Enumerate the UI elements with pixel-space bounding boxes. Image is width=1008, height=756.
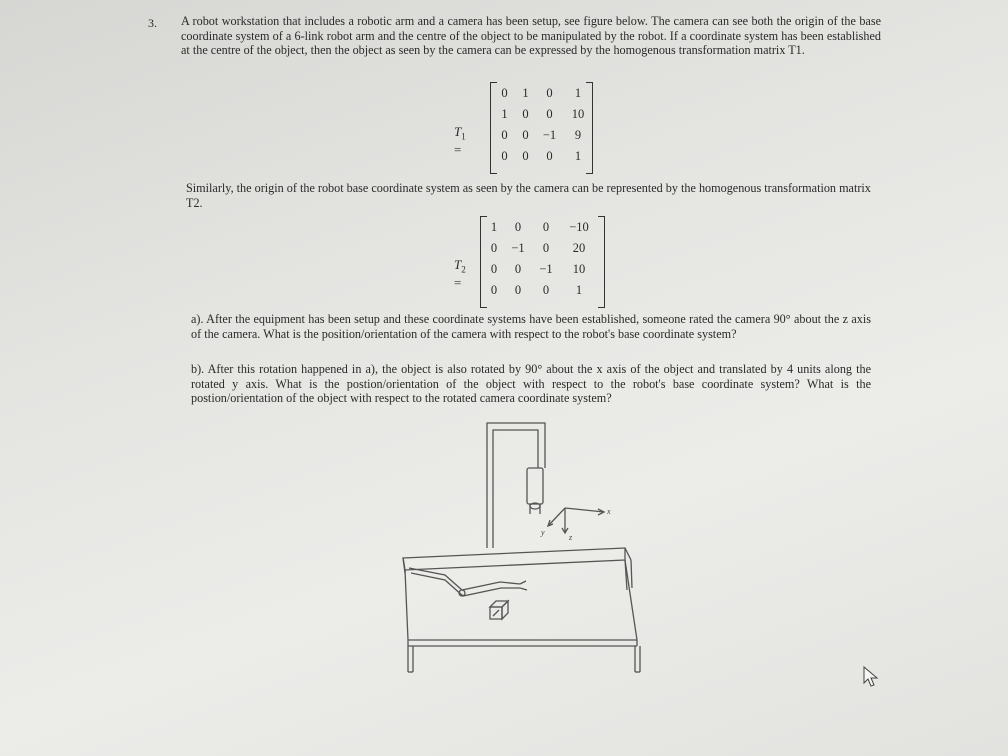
matrix-t1-label: $T_1$ = <box>454 124 466 157</box>
matrix-entry: −10 <box>569 220 589 234</box>
matrix-entry: 1 <box>490 220 498 234</box>
matrix-entry: 0 <box>501 128 508 142</box>
matrix-entry: 10 <box>571 107 585 121</box>
matrix-entry: 0 <box>546 107 553 121</box>
question-number: 3. <box>148 16 157 30</box>
part-a-text: a). After the equipment has been setup and these coordinate systems have been established, someone rated the camera 90° about the z axis of the camera. What is the position/orientation of the camera with respect to the robot's base coordinate system? <box>191 312 871 341</box>
matrix-entry: 0 <box>542 283 550 297</box>
matrix-entry: 0 <box>522 149 529 163</box>
matrix-t2-label: $T_2$ = <box>454 257 466 290</box>
matrix-entry: 0 <box>546 86 553 100</box>
matrix-entry: 0 <box>542 241 550 255</box>
matrix-entry: 0 <box>546 149 553 163</box>
matrix-entry: −1 <box>511 241 525 255</box>
matrix-entry: 1 <box>522 86 529 100</box>
matrix-entry: 0 <box>501 149 508 163</box>
part-b-text: b). After this rotation happened in a), the object is also rotated by 90° about the x axis of the object and translated by 4 units along the rotated y axis. What is the postion/orientation of the object with respect to the robot's base coordinate system? What is the postion/orientation of the object with respect to the rotated camera coordinate system? <box>191 362 871 405</box>
axis-label-z: z <box>569 533 573 542</box>
matrix-entry: 10 <box>572 262 586 276</box>
matrix-entry: 0 <box>522 107 529 121</box>
matrix-entry: 1 <box>574 86 582 100</box>
matrix-entry: −1 <box>542 128 557 142</box>
matrix-entry: −1 <box>539 262 553 276</box>
matrix-entry: 1 <box>574 149 582 163</box>
matrix-entry: 0 <box>522 128 529 142</box>
matrix-entry: 0 <box>514 220 522 234</box>
matrix-entry: 20 <box>572 241 586 255</box>
matrix-entry: 1 <box>501 107 508 121</box>
similarly-text: Similarly, the origin of the robot base coordinate system as seen by the camera can be represented by the homogenous transformation matrix T2. <box>186 181 871 210</box>
matrix-entry: 0 <box>490 262 498 276</box>
matrix-entry: 0 <box>490 241 498 255</box>
matrix-entry: 0 <box>501 86 508 100</box>
axis-label-x: x <box>607 507 611 516</box>
question-intro: A robot workstation that includes a robotic arm and a camera has been setup, see figure below. The camera can see both the origin of the base coordinate system of a 6-link robot arm and the centre of the object to be manipulated by the robot. If a coordinate system has been established at the centre of the object, then the object as seen by the camera can be expressed by the homogenous transformation matrix T1. <box>181 14 881 57</box>
matrix-entry: 0 <box>514 283 522 297</box>
matrix-entry: 9 <box>574 128 582 142</box>
matrix-entry: 0 <box>514 262 522 276</box>
matrix-entry: 1 <box>575 283 583 297</box>
matrix-entry: 0 <box>490 283 498 297</box>
matrix-entry: 0 <box>542 220 550 234</box>
axis-label-y: y <box>541 528 545 537</box>
